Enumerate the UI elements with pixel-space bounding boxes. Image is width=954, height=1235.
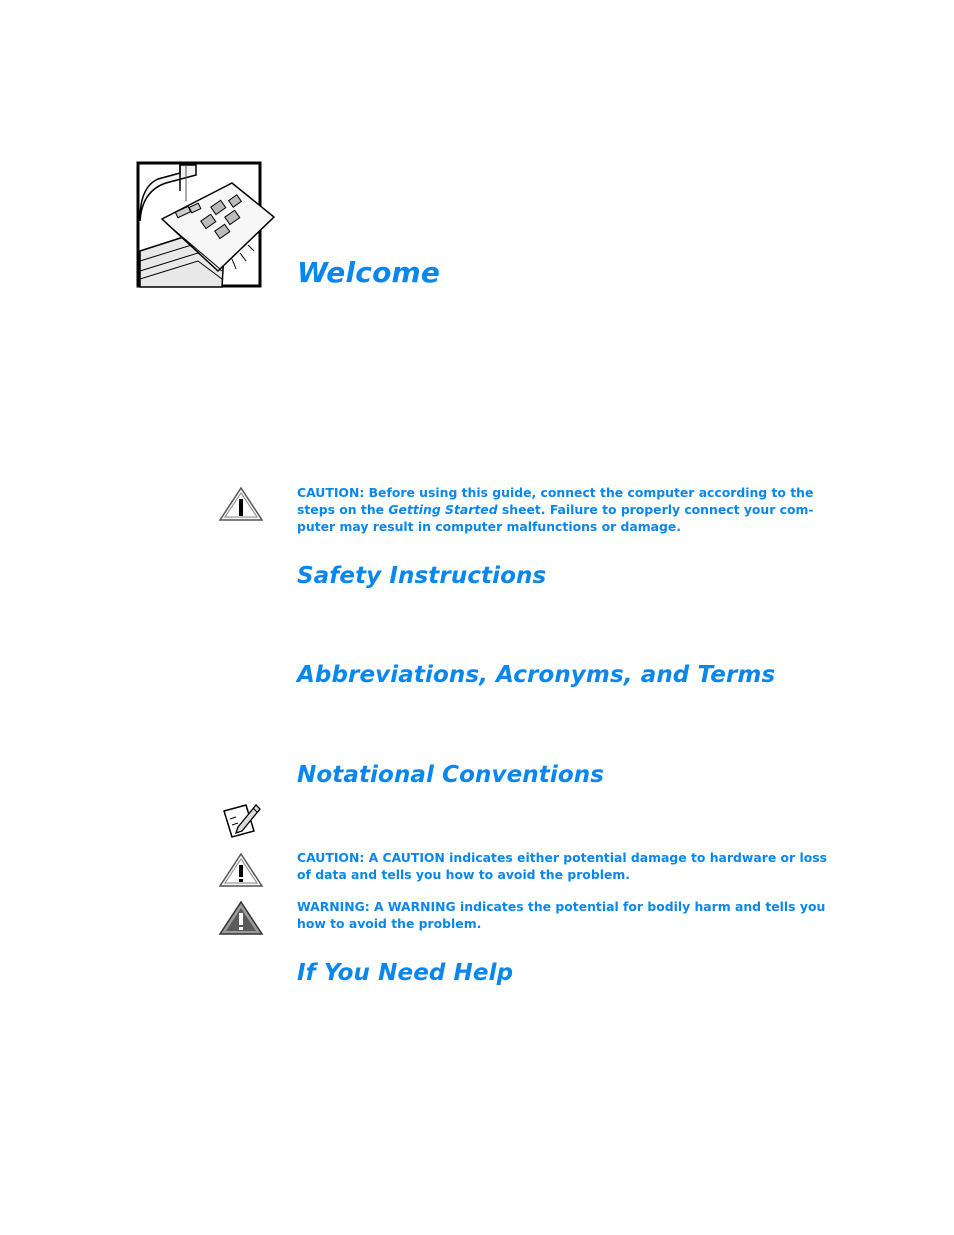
warning-triangle-icon [218,900,264,936]
caution-description: indicates either potential damage to hardware or loss of data and tells you how to avoid the problem. [297,850,827,882]
note-pencil-icon [220,801,262,839]
section-heading-notational-conventions: Notational Conventions [297,762,604,788]
page-title: Welcome [297,256,441,289]
chapter-illustration [136,161,276,289]
caution-convention-text [297,849,827,883]
caution-intro-part2: sheet. Failure to properly connect your com-puter may result in computer malfunctions or damage. [297,502,814,534]
getting-started-doc-name: Getting Started [388,502,498,517]
section-heading-safety: Safety Instructions [297,563,547,589]
caution-label: CAUTION: A CAUTION [297,850,445,865]
warning-description: indicates the potential for bodily harm and tells you how to avoid the problem. [297,899,826,931]
warning-label: WARNING: A WARNING [297,899,456,914]
caution-triangle-icon [218,486,264,522]
section-heading-help: If You Need Help [297,960,514,986]
section-heading-abbreviations: Abbreviations, Acronyms, and Terms [297,662,776,688]
caution-triangle-icon [218,852,264,888]
warning-convention-text [297,898,827,932]
caution-intro-part1: CAUTION: Before using this guide, connect the computer according to the steps on the [297,485,814,517]
caution-intro-text [297,484,827,535]
